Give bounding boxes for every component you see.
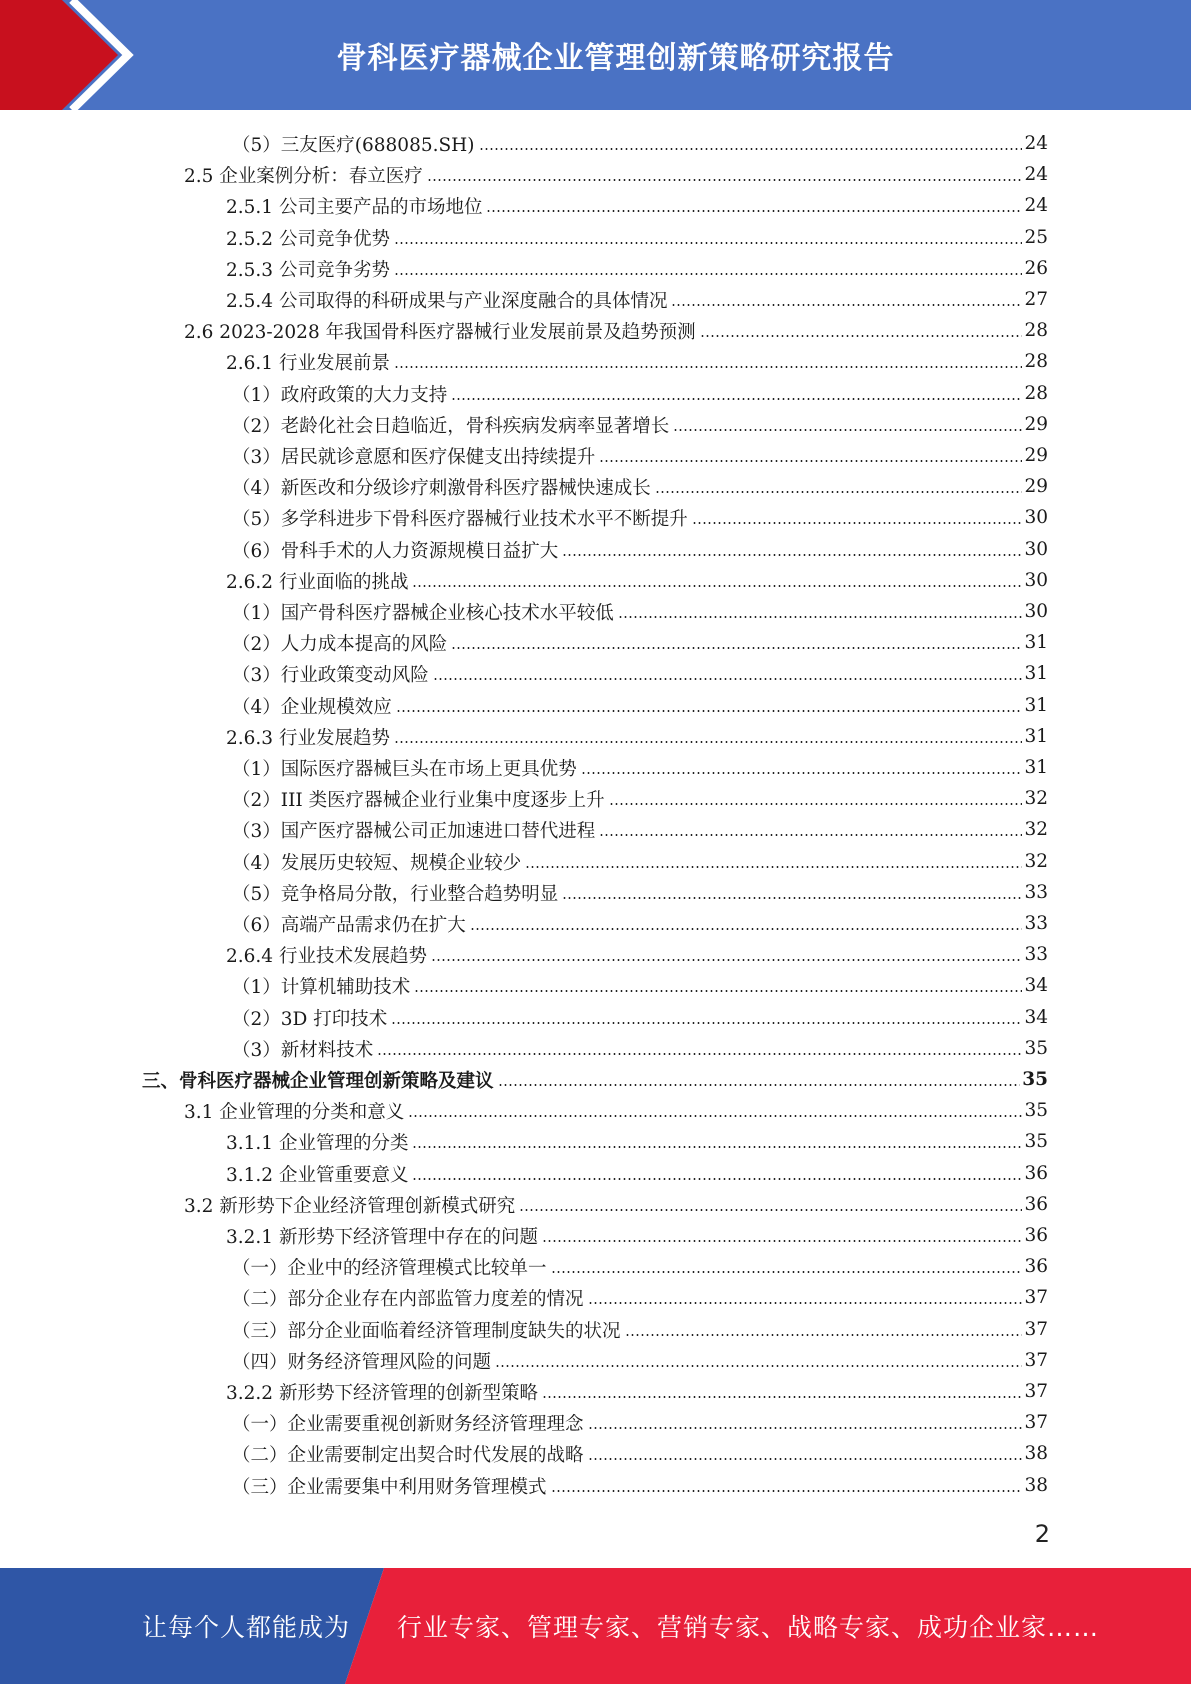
toc-entry-label: 3.1.1 企业管理的分类 — [226, 1132, 409, 1154]
toc-entry[interactable] — [184, 1189, 1048, 1220]
toc-entry-page: 30 — [1024, 539, 1048, 560]
toc-leader-dots — [625, 1334, 1023, 1336]
toc-entry-label: 3.2.1 新形势下经济管理中存在的问题 — [226, 1226, 538, 1248]
toc-entry[interactable] — [232, 1438, 1048, 1469]
toc-entry-label: 3.2 新形势下企业经济管理创新模式研究 — [184, 1195, 516, 1217]
toc-entry-label: （3）国产医疗器械公司正加速进口替代进程 — [232, 820, 596, 842]
toc-entry[interactable] — [232, 1002, 1048, 1033]
toc-leader-dots — [542, 1240, 1022, 1242]
toc-entry[interactable] — [232, 596, 1048, 627]
toc-leader-dots — [470, 928, 1023, 930]
toc-entry[interactable] — [226, 284, 1048, 315]
toc-leader-dots — [479, 148, 1023, 150]
toc-entry-page: 37 — [1024, 1412, 1048, 1433]
toc-leader-dots — [431, 959, 1022, 961]
toc-leader-dots — [673, 429, 1022, 431]
toc-entry-label: （6）骨科手术的人力资源规模日益扩大 — [232, 540, 559, 562]
toc-leader-dots — [525, 866, 1022, 868]
toc-entry[interactable] — [232, 783, 1048, 814]
toc-entry-page: 36 — [1024, 1163, 1048, 1184]
toc-entry-page: 31 — [1024, 726, 1048, 747]
toc-entry[interactable] — [226, 721, 1048, 752]
toc-entry-page: 33 — [1024, 882, 1048, 903]
toc-entry-label: （3）新材料技术 — [232, 1039, 374, 1061]
toc-entry-label: （二）部分企业存在内部监管力度差的情况 — [232, 1288, 584, 1310]
toc-leader-dots — [700, 335, 1023, 337]
toc-entry-label: 2.6.3 行业发展趋势 — [226, 727, 390, 749]
toc-leader-dots — [551, 1490, 1023, 1492]
toc-entry-page: 32 — [1024, 819, 1048, 840]
toc-entry-page: 28 — [1024, 320, 1048, 341]
toc-entry-label: 2.5.2 公司竞争优势 — [226, 228, 390, 250]
toc-leader-dots — [377, 1053, 1022, 1055]
toc-entry-label: （一）企业中的经济管理模式比较单一 — [232, 1257, 547, 1279]
toc-entry-label: （2）老龄化社会日趋临近，骨科疾病发病率显著增长 — [232, 415, 670, 437]
toc-leader-dots — [451, 398, 1022, 400]
toc-entry-page: 38 — [1024, 1443, 1048, 1464]
toc-leader-dots — [588, 1302, 1023, 1304]
toc-entry[interactable] — [226, 190, 1048, 221]
toc-leader-dots — [498, 1084, 1021, 1086]
toc-entry-page: 29 — [1024, 445, 1048, 466]
page-footer — [0, 1568, 1191, 1684]
toc-entry-label: 2.5.3 公司竞争劣势 — [226, 259, 390, 281]
toc-entry-page: 35 — [1024, 1038, 1048, 1059]
toc-entry[interactable] — [232, 1314, 1048, 1345]
toc-entry[interactable] — [142, 1064, 1048, 1095]
toc-entry-page: 37 — [1024, 1381, 1048, 1402]
toc-entry[interactable] — [226, 346, 1048, 377]
toc-entry-page: 35 — [1022, 1069, 1048, 1090]
toc-entry-page: 30 — [1024, 601, 1048, 622]
toc-entry-label: （1）国际医疗器械巨头在市场上更具优势 — [232, 758, 577, 780]
toc-leader-dots — [599, 834, 1022, 836]
toc-entry-page: 27 — [1024, 289, 1048, 310]
toc-entry[interactable] — [226, 1126, 1048, 1157]
toc-entry[interactable] — [226, 253, 1048, 284]
toc-entry-label: 2.5 企业案例分析：春立医疗 — [184, 165, 423, 187]
toc-entry-page: 32 — [1024, 788, 1048, 809]
toc-leader-dots — [433, 678, 1023, 680]
toc-entry[interactable] — [232, 534, 1048, 565]
toc-entry[interactable] — [184, 1095, 1048, 1126]
toc-leader-dots — [408, 1115, 1022, 1117]
footer-slogan-left: 让每个人都能成为 — [142, 1613, 351, 1642]
toc-leader-dots — [486, 210, 1022, 212]
toc-leader-dots — [412, 1146, 1022, 1148]
toc-entry-page: 33 — [1024, 913, 1048, 934]
toc-entry-label: （5）三友医疗(688085.SH) — [232, 134, 475, 156]
toc-leader-dots — [581, 772, 1023, 774]
toc-leader-dots — [599, 460, 1022, 462]
toc-entry-page: 32 — [1024, 851, 1048, 872]
toc-entry-label: （1）国产骨科医疗器械企业核心技术水平较低 — [232, 602, 614, 624]
toc-entry[interactable] — [232, 1033, 1048, 1064]
toc-leader-dots — [671, 304, 1022, 306]
toc-entry-page: 31 — [1024, 632, 1048, 653]
toc-entry[interactable] — [232, 970, 1048, 1001]
toc-entry-page: 31 — [1024, 757, 1048, 778]
toc-entry-label: （4）企业规模效应 — [232, 696, 392, 718]
toc-entry-page: 31 — [1024, 663, 1048, 684]
toc-entry[interactable] — [232, 846, 1048, 877]
toc-entry[interactable] — [184, 315, 1048, 346]
toc-entry-label: （三）部分企业面临着经济管理制度缺失的状况 — [232, 1320, 621, 1342]
toc-entry-page: 29 — [1024, 476, 1048, 497]
toc-entry-page: 28 — [1024, 383, 1048, 404]
toc-entry-label: 2.5.1 公司主要产品的市场地位 — [226, 196, 483, 218]
toc-leader-dots — [655, 491, 1023, 493]
toc-entry[interactable] — [226, 565, 1048, 596]
toc-entry-label: （4）新医改和分级诊疗刺激骨科医疗器械快速成长 — [232, 477, 651, 499]
toc-entry[interactable] — [232, 1282, 1048, 1313]
toc-leader-dots — [618, 616, 1023, 618]
toc-leader-dots — [519, 1209, 1022, 1211]
toc-entry-page: 37 — [1024, 1319, 1048, 1340]
toc-entry-page: 34 — [1024, 1007, 1048, 1028]
toc-entry-page: 37 — [1024, 1287, 1048, 1308]
toc-leader-dots — [414, 990, 1022, 992]
toc-entry-label: （二）企业需要制定出契合时代发展的战略 — [232, 1444, 584, 1466]
toc-entry[interactable] — [232, 378, 1048, 409]
toc-leader-dots — [609, 803, 1023, 805]
toc-leader-dots — [412, 1178, 1022, 1180]
toc-entry-page: 24 — [1024, 164, 1048, 185]
toc-entry[interactable] — [232, 471, 1048, 502]
toc-leader-dots — [394, 273, 1022, 275]
toc-entry-page: 35 — [1024, 1100, 1048, 1121]
page-header — [0, 0, 1191, 110]
toc-entry-label: （4）发展历史较短、规模企业较少 — [232, 852, 522, 874]
toc-entry-label: （1）政府政策的大力支持 — [232, 384, 448, 406]
toc-leader-dots — [412, 585, 1022, 587]
toc-entry[interactable] — [232, 690, 1048, 721]
toc-entry[interactable] — [184, 159, 1048, 190]
toc-leader-dots — [562, 897, 1022, 899]
toc-leader-dots — [394, 366, 1022, 368]
toc-entry-page: 33 — [1024, 944, 1048, 965]
toc-entry[interactable] — [232, 752, 1048, 783]
toc-entry[interactable] — [232, 128, 1048, 159]
toc-leader-dots — [588, 1427, 1023, 1429]
toc-entry[interactable] — [226, 1376, 1048, 1407]
toc-entry-page: 36 — [1024, 1225, 1048, 1246]
toc-entry-page: 30 — [1024, 507, 1048, 528]
toc-leader-dots — [396, 710, 1023, 712]
page-number: 2 — [1034, 1520, 1050, 1548]
toc-entry-label: 3.1.2 企业管重要意义 — [226, 1164, 409, 1186]
report-title: 骨科医疗器械企业管理创新策略研究报告 — [336, 41, 895, 76]
toc-entry[interactable] — [232, 814, 1048, 845]
toc-leader-dots — [692, 522, 1023, 524]
toc-entry-page: 36 — [1024, 1194, 1048, 1215]
toc-entry-page: 26 — [1024, 258, 1048, 279]
toc-entry[interactable] — [226, 1220, 1048, 1251]
toc-entry[interactable] — [232, 658, 1048, 689]
toc-leader-dots — [542, 1396, 1022, 1398]
toc-entry-label: （2）人力成本提高的风险 — [232, 633, 448, 655]
toc-entry-label: 2.6.1 行业发展前景 — [226, 352, 390, 374]
toc-leader-dots — [394, 242, 1022, 244]
toc-entry[interactable] — [232, 877, 1048, 908]
toc-entry[interactable] — [232, 409, 1048, 440]
toc-entry-page: 29 — [1024, 414, 1048, 435]
toc-entry[interactable] — [232, 908, 1048, 939]
toc-entry-label: （5）竞争格局分散，行业整合趋势明显 — [232, 883, 559, 905]
toc-entry-label: （3）居民就诊意愿和医疗保健支出持续提升 — [232, 446, 596, 468]
toc-entry[interactable] — [226, 222, 1048, 253]
toc-entry-page: 35 — [1024, 1131, 1048, 1152]
toc-leader-dots — [495, 1365, 1022, 1367]
toc-entry[interactable] — [232, 1251, 1048, 1282]
toc-entry-page: 31 — [1024, 695, 1048, 716]
toc-entry-page: 34 — [1024, 975, 1048, 996]
toc-entry[interactable] — [232, 440, 1048, 471]
toc-entry-page: 37 — [1024, 1350, 1048, 1371]
toc-entry[interactable] — [232, 502, 1048, 533]
toc-leader-dots — [394, 741, 1022, 743]
toc-entry-label: （2）III 类医疗器械企业行业集中度逐步上升 — [232, 789, 605, 811]
toc-entry-label: 2.5.4 公司取得的科研成果与产业深度融合的具体情况 — [226, 290, 668, 312]
toc-entry-label: （5）多学科进步下骨科医疗器械行业技术水平不断提升 — [232, 508, 688, 530]
toc-leader-dots — [391, 1022, 1022, 1024]
toc-entry-page: 30 — [1024, 570, 1048, 591]
toc-entry-label: 2.6 2023-2028 年我国骨科医疗器械行业发展前景及趋势预测 — [184, 321, 696, 343]
toc-leader-dots — [551, 1271, 1023, 1273]
toc-entry-label: 3.2.2 新形势下经济管理的创新型策略 — [226, 1382, 538, 1404]
toc-entry-label: （3）行业政策变动风险 — [232, 664, 429, 686]
toc-entry[interactable] — [232, 1407, 1048, 1438]
toc-entry-page: 28 — [1024, 351, 1048, 372]
toc-entry-label: （6）高端产品需求仍在扩大 — [232, 914, 466, 936]
toc-entry-label: 2.6.2 行业面临的挑战 — [226, 571, 409, 593]
toc-entry-label: 三、骨科医疗器械企业管理创新策略及建议 — [142, 1070, 494, 1092]
toc-entry[interactable] — [232, 627, 1048, 658]
toc-entry-label: （1）计算机辅助技术 — [232, 976, 411, 998]
toc-entry[interactable] — [232, 1345, 1048, 1376]
toc-entry-page: 38 — [1024, 1475, 1048, 1496]
toc-leader-dots — [427, 179, 1023, 181]
toc-entry-label: 2.6.4 行业技术发展趋势 — [226, 945, 427, 967]
toc-entry-label: （四）财务经济管理风险的问题 — [232, 1351, 492, 1373]
toc-entry[interactable] — [226, 939, 1048, 970]
toc-leader-dots — [588, 1458, 1023, 1460]
toc-entry[interactable] — [232, 1470, 1048, 1501]
toc-entry-page: 36 — [1024, 1256, 1048, 1277]
toc-entry-page: 25 — [1024, 227, 1048, 248]
toc-entry-label: （三）企业需要集中利用财务管理模式 — [232, 1476, 547, 1498]
toc-entry[interactable] — [226, 1158, 1048, 1189]
footer-slogan-right: 行业专家、管理专家、营销专家、战略专家、成功企业家…… — [397, 1613, 1100, 1642]
toc-entry-label: 3.1 企业管理的分类和意义 — [184, 1101, 405, 1123]
toc-entry-page: 24 — [1024, 195, 1048, 216]
toc-entry-label: （2）3D 打印技术 — [232, 1008, 388, 1030]
toc-entry-page: 24 — [1024, 133, 1048, 154]
toc-leader-dots — [562, 554, 1022, 556]
toc-entry-label: （一）企业需要重视创新财务经济管理理念 — [232, 1413, 584, 1435]
toc-leader-dots — [451, 647, 1022, 649]
